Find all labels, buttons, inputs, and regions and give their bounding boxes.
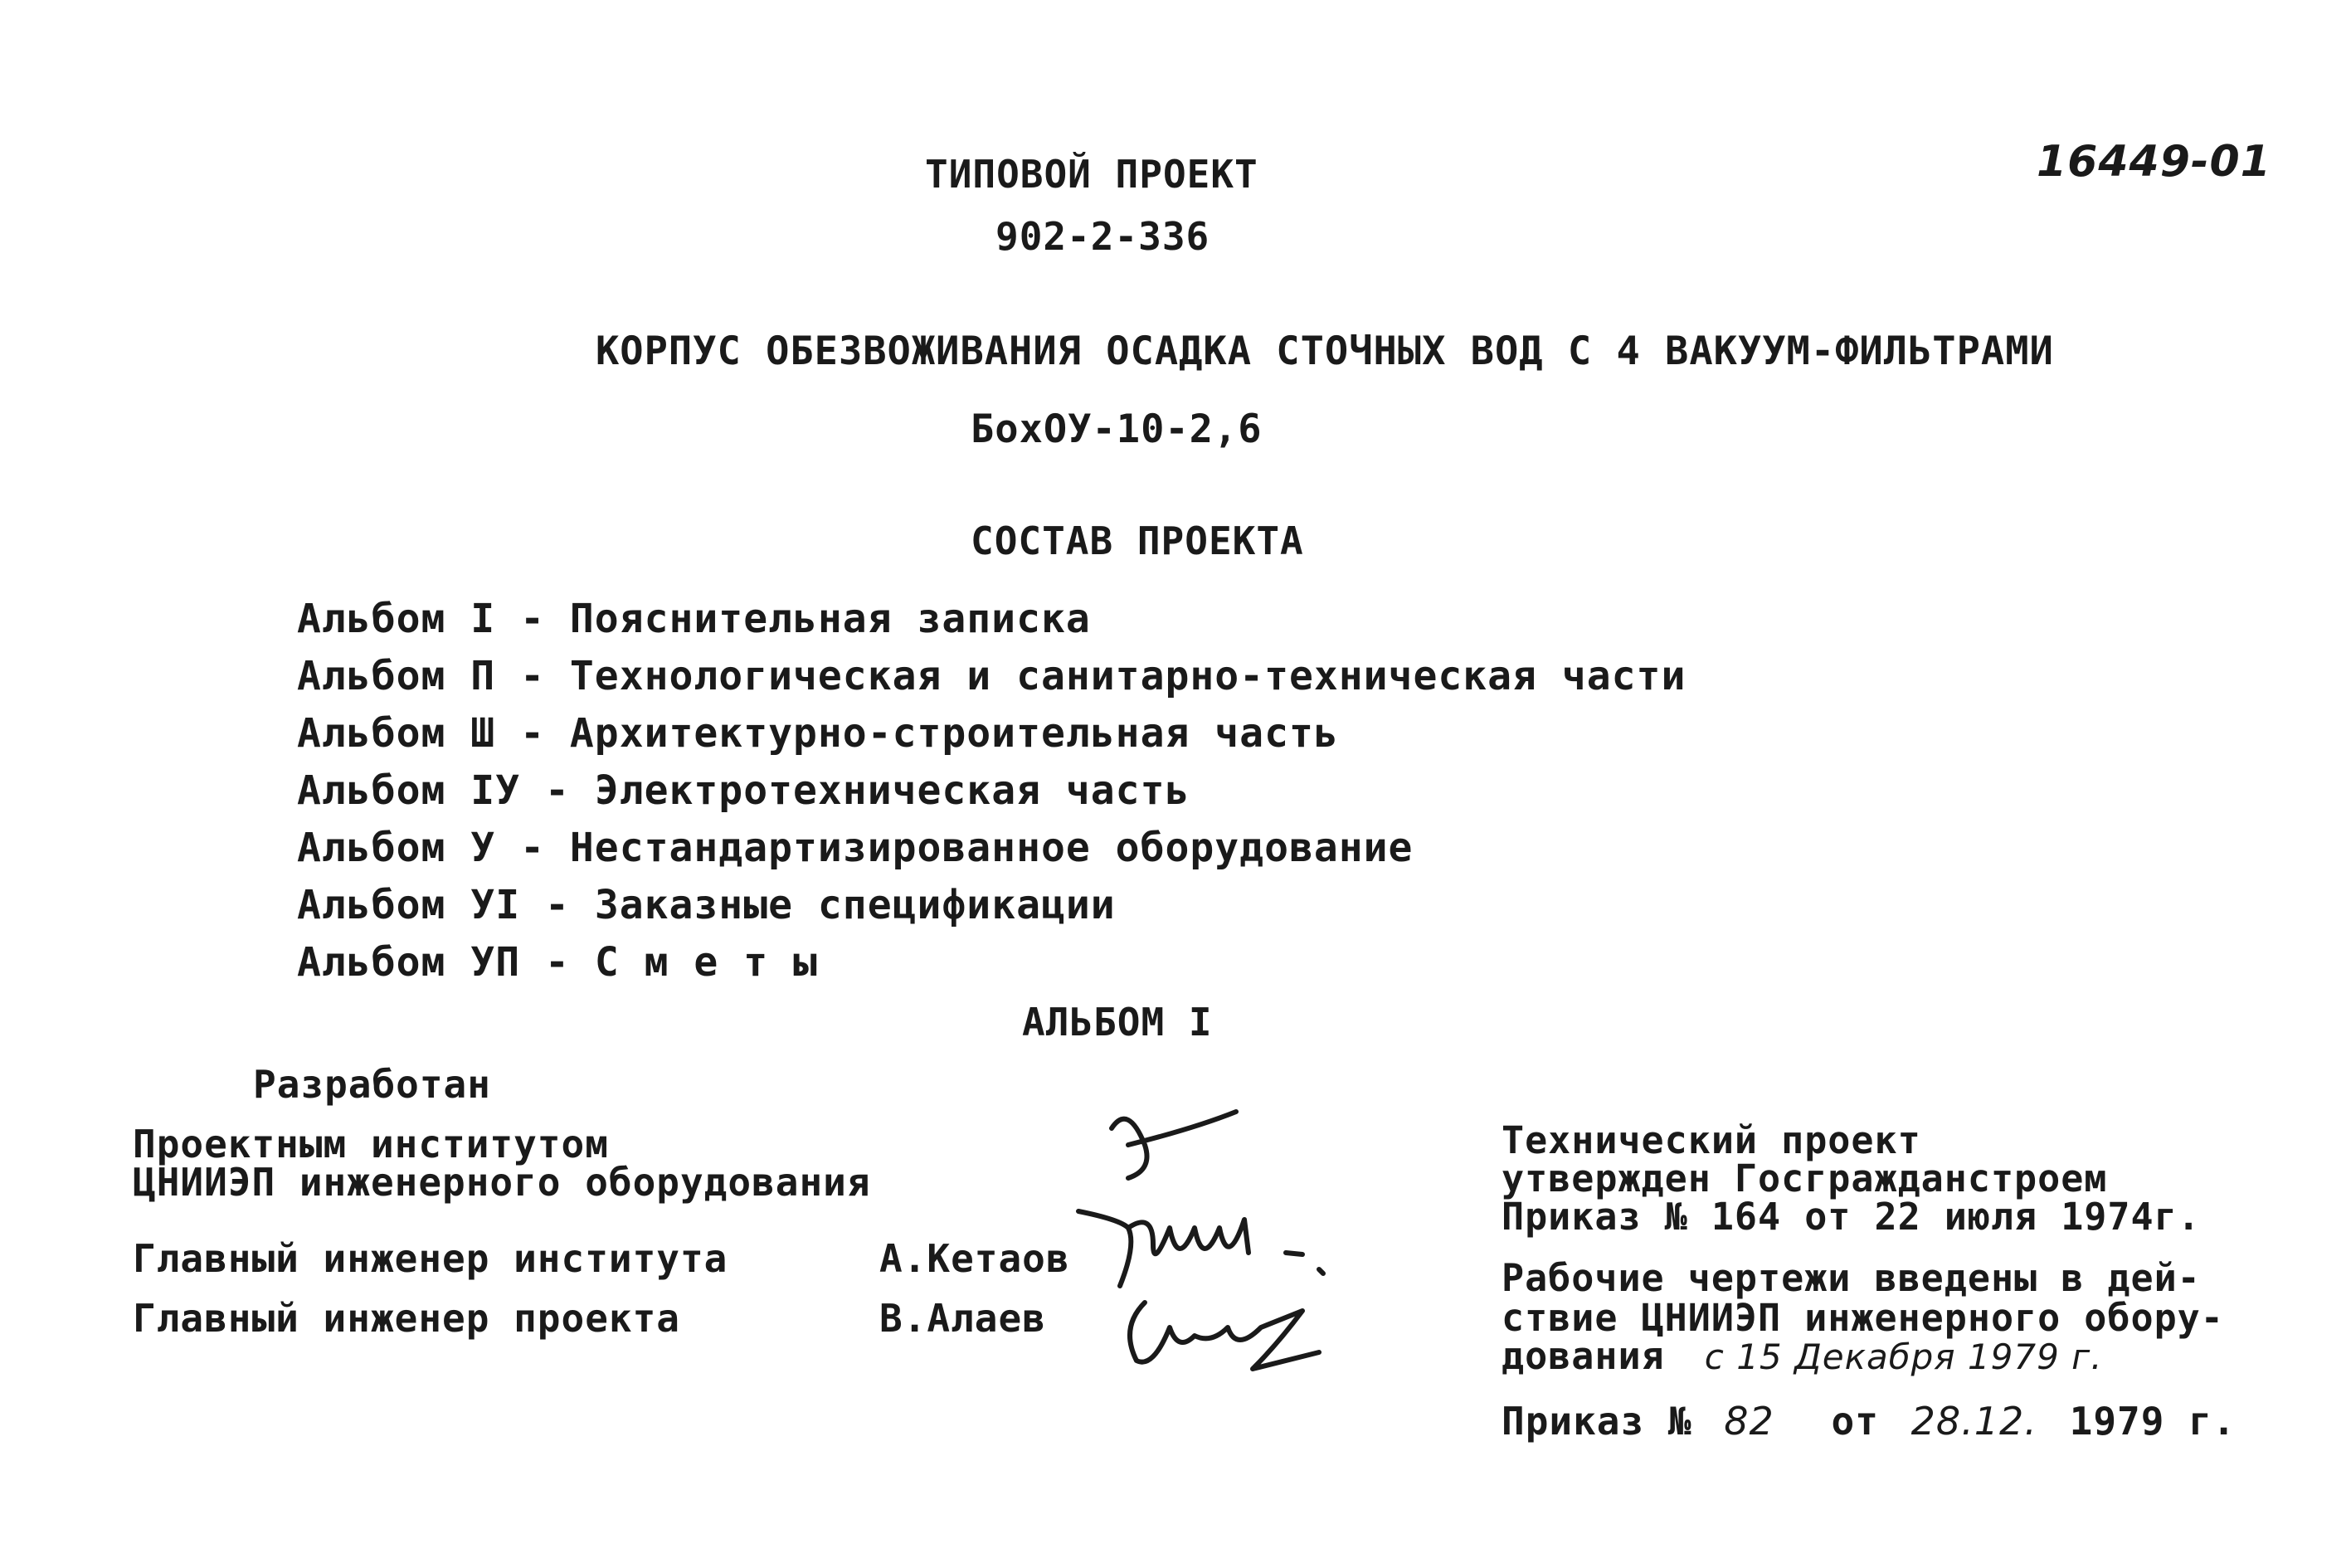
album-text: Пояснительная записка [569, 596, 1091, 642]
order-date: 28.12. [1910, 1399, 2037, 1444]
album-item [297, 767, 1190, 814]
inventory-number: 16449-01 [2037, 137, 2271, 187]
work-line3 [1502, 1334, 2103, 1378]
work-line3-prefix: дования [1502, 1334, 1665, 1378]
chief-engineer-project-name: В.Алаев [879, 1296, 1046, 1341]
document-subtitle: БохОУ-10-2,6 [971, 407, 1263, 452]
album-item [297, 939, 818, 986]
album-sep: - [545, 939, 570, 986]
album-label: Альбом У [297, 825, 496, 871]
order-prefix: Приказ № [1502, 1399, 1692, 1444]
chief-engineer-project-label: Главный инженер проекта [133, 1296, 680, 1341]
developer-heading: Разработан [253, 1062, 491, 1107]
album-item [297, 710, 1339, 757]
album-sep: - [545, 767, 570, 814]
project-number: 902-2-336 [995, 214, 1210, 259]
order-year: 1979 г. [2069, 1399, 2237, 1444]
composition-heading: СОСТАВ ПРОЕКТА [971, 519, 1304, 563]
album-sep: - [520, 596, 545, 642]
current-album: АЛЬБОМ I [1022, 1000, 1213, 1045]
order-number: 82 [1724, 1399, 1774, 1444]
album-sep: - [520, 653, 545, 699]
signature-mark [1095, 1095, 1261, 1195]
album-text: Нестандартизированное оборудование [569, 825, 1414, 871]
album-label: Альбом I [297, 596, 496, 642]
work-line1: Рабочие чертежи введены в дей- [1502, 1256, 2201, 1300]
album-sep: - [520, 825, 545, 871]
album-label: Альбом УI [297, 882, 521, 928]
project-type: ТИПОВОЙ ПРОЕКТ [925, 152, 1258, 197]
album-label: Альбом Ш [297, 710, 496, 757]
order-from: от [1831, 1399, 1879, 1444]
approval-line2: утвержден Госгражданстроем [1502, 1157, 2108, 1200]
album-sep: - [520, 710, 545, 757]
album-item [297, 825, 1413, 871]
document-title: КОРПУС ОБЕЗВОЖИВАНИЯ ОСАДКА СТОЧНЫХ ВОД С 4 ВАКУУМ-ФИЛЬТРАМИ [596, 329, 2054, 374]
developer-line2: ЦНИИЭП инженерного оборудования [133, 1160, 871, 1205]
album-text: Заказные спецификации [594, 882, 1116, 928]
album-text: Технологическая и санитарно-техническая части [569, 653, 1687, 699]
chief-engineer-institute-label: Главный инженер института [133, 1236, 728, 1281]
album-item [297, 882, 1116, 928]
signature-alaev [1112, 1278, 1344, 1385]
developer-line1: Проектным институтом [133, 1122, 609, 1166]
album-text: Архитектурно-строительная часть [569, 710, 1339, 757]
work-line3-hand: с 15 Декабря 1979 г. [1704, 1337, 2103, 1377]
approval-line3: Приказ № 164 от 22 июля 1974г. [1502, 1195, 2201, 1239]
work-line2: ствие ЦНИИЭП инженерного обору- [1502, 1296, 2224, 1340]
album-label: Альбом IУ [297, 767, 521, 814]
album-item [297, 653, 1686, 699]
album-text: С м е т ы [594, 939, 818, 986]
approval-line1: Технический проект [1502, 1118, 1921, 1162]
album-text: Электротехническая часть [594, 767, 1190, 814]
album-item [297, 596, 1091, 642]
album-sep: - [545, 882, 570, 928]
album-label: Альбом П [297, 653, 496, 699]
album-label: Альбом УП [297, 939, 521, 986]
order-line [1502, 1399, 2237, 1444]
chief-engineer-institute-name: А.Кетаов [879, 1236, 1070, 1281]
